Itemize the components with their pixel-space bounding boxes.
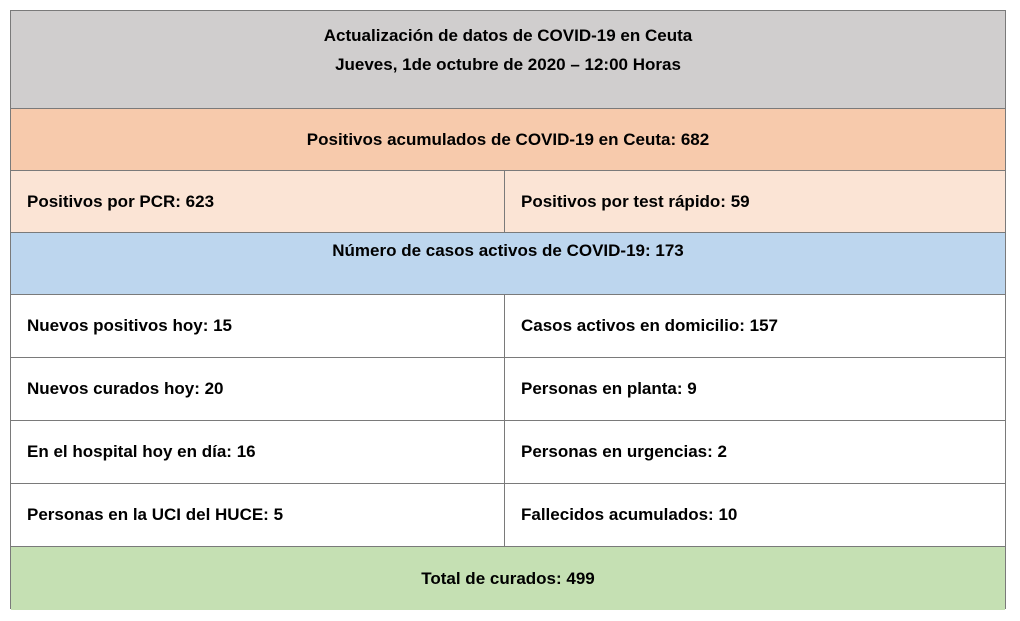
report-title: Actualización de datos de COVID-19 en Ceuta [323, 26, 693, 45]
personas-urgencias: Personas en urgencias: 2 [521, 442, 727, 461]
casos-domicilio: Casos activos en domicilio: 157 [521, 316, 778, 335]
table-row [11, 358, 1005, 421]
en-hospital: En el hospital hoy en día: 16 [11, 421, 505, 483]
report-date: Jueves, 1de octubre de 2020 – 12:00 Horas [335, 55, 681, 74]
positivos-acumulados-row [11, 109, 1005, 171]
title-row [11, 11, 1005, 109]
positivos-test-rapido: Positivos por test rápido: 59 [521, 191, 750, 211]
personas-uci: Personas en la UCI del HUCE: 5 [11, 484, 505, 546]
nuevos-curados: Nuevos curados hoy: 20 [11, 358, 505, 420]
personas-planta: Personas en planta: 9 [521, 379, 697, 398]
fallecidos-acumulados: Fallecidos acumulados: 10 [521, 505, 738, 524]
nuevos-positivos: Nuevos positivos hoy: 15 [11, 295, 505, 357]
table-row [11, 421, 1005, 484]
total-curados: Total de curados: 499 [421, 568, 595, 588]
covid-data-table [10, 10, 1006, 609]
positivos-acumulados: Positivos acumulados de COVID-19 en Ceuta: 682 [306, 129, 710, 149]
casos-activos-row [11, 233, 1005, 295]
positivos-split-row [11, 171, 1005, 233]
table-row [11, 484, 1005, 547]
casos-activos: Número de casos activos de COVID-19: 173 [332, 241, 684, 260]
total-curados-row [11, 547, 1005, 610]
positivos-pcr: Positivos por PCR: 623 [11, 171, 505, 232]
title-cell [11, 11, 1005, 108]
table-row [11, 295, 1005, 358]
